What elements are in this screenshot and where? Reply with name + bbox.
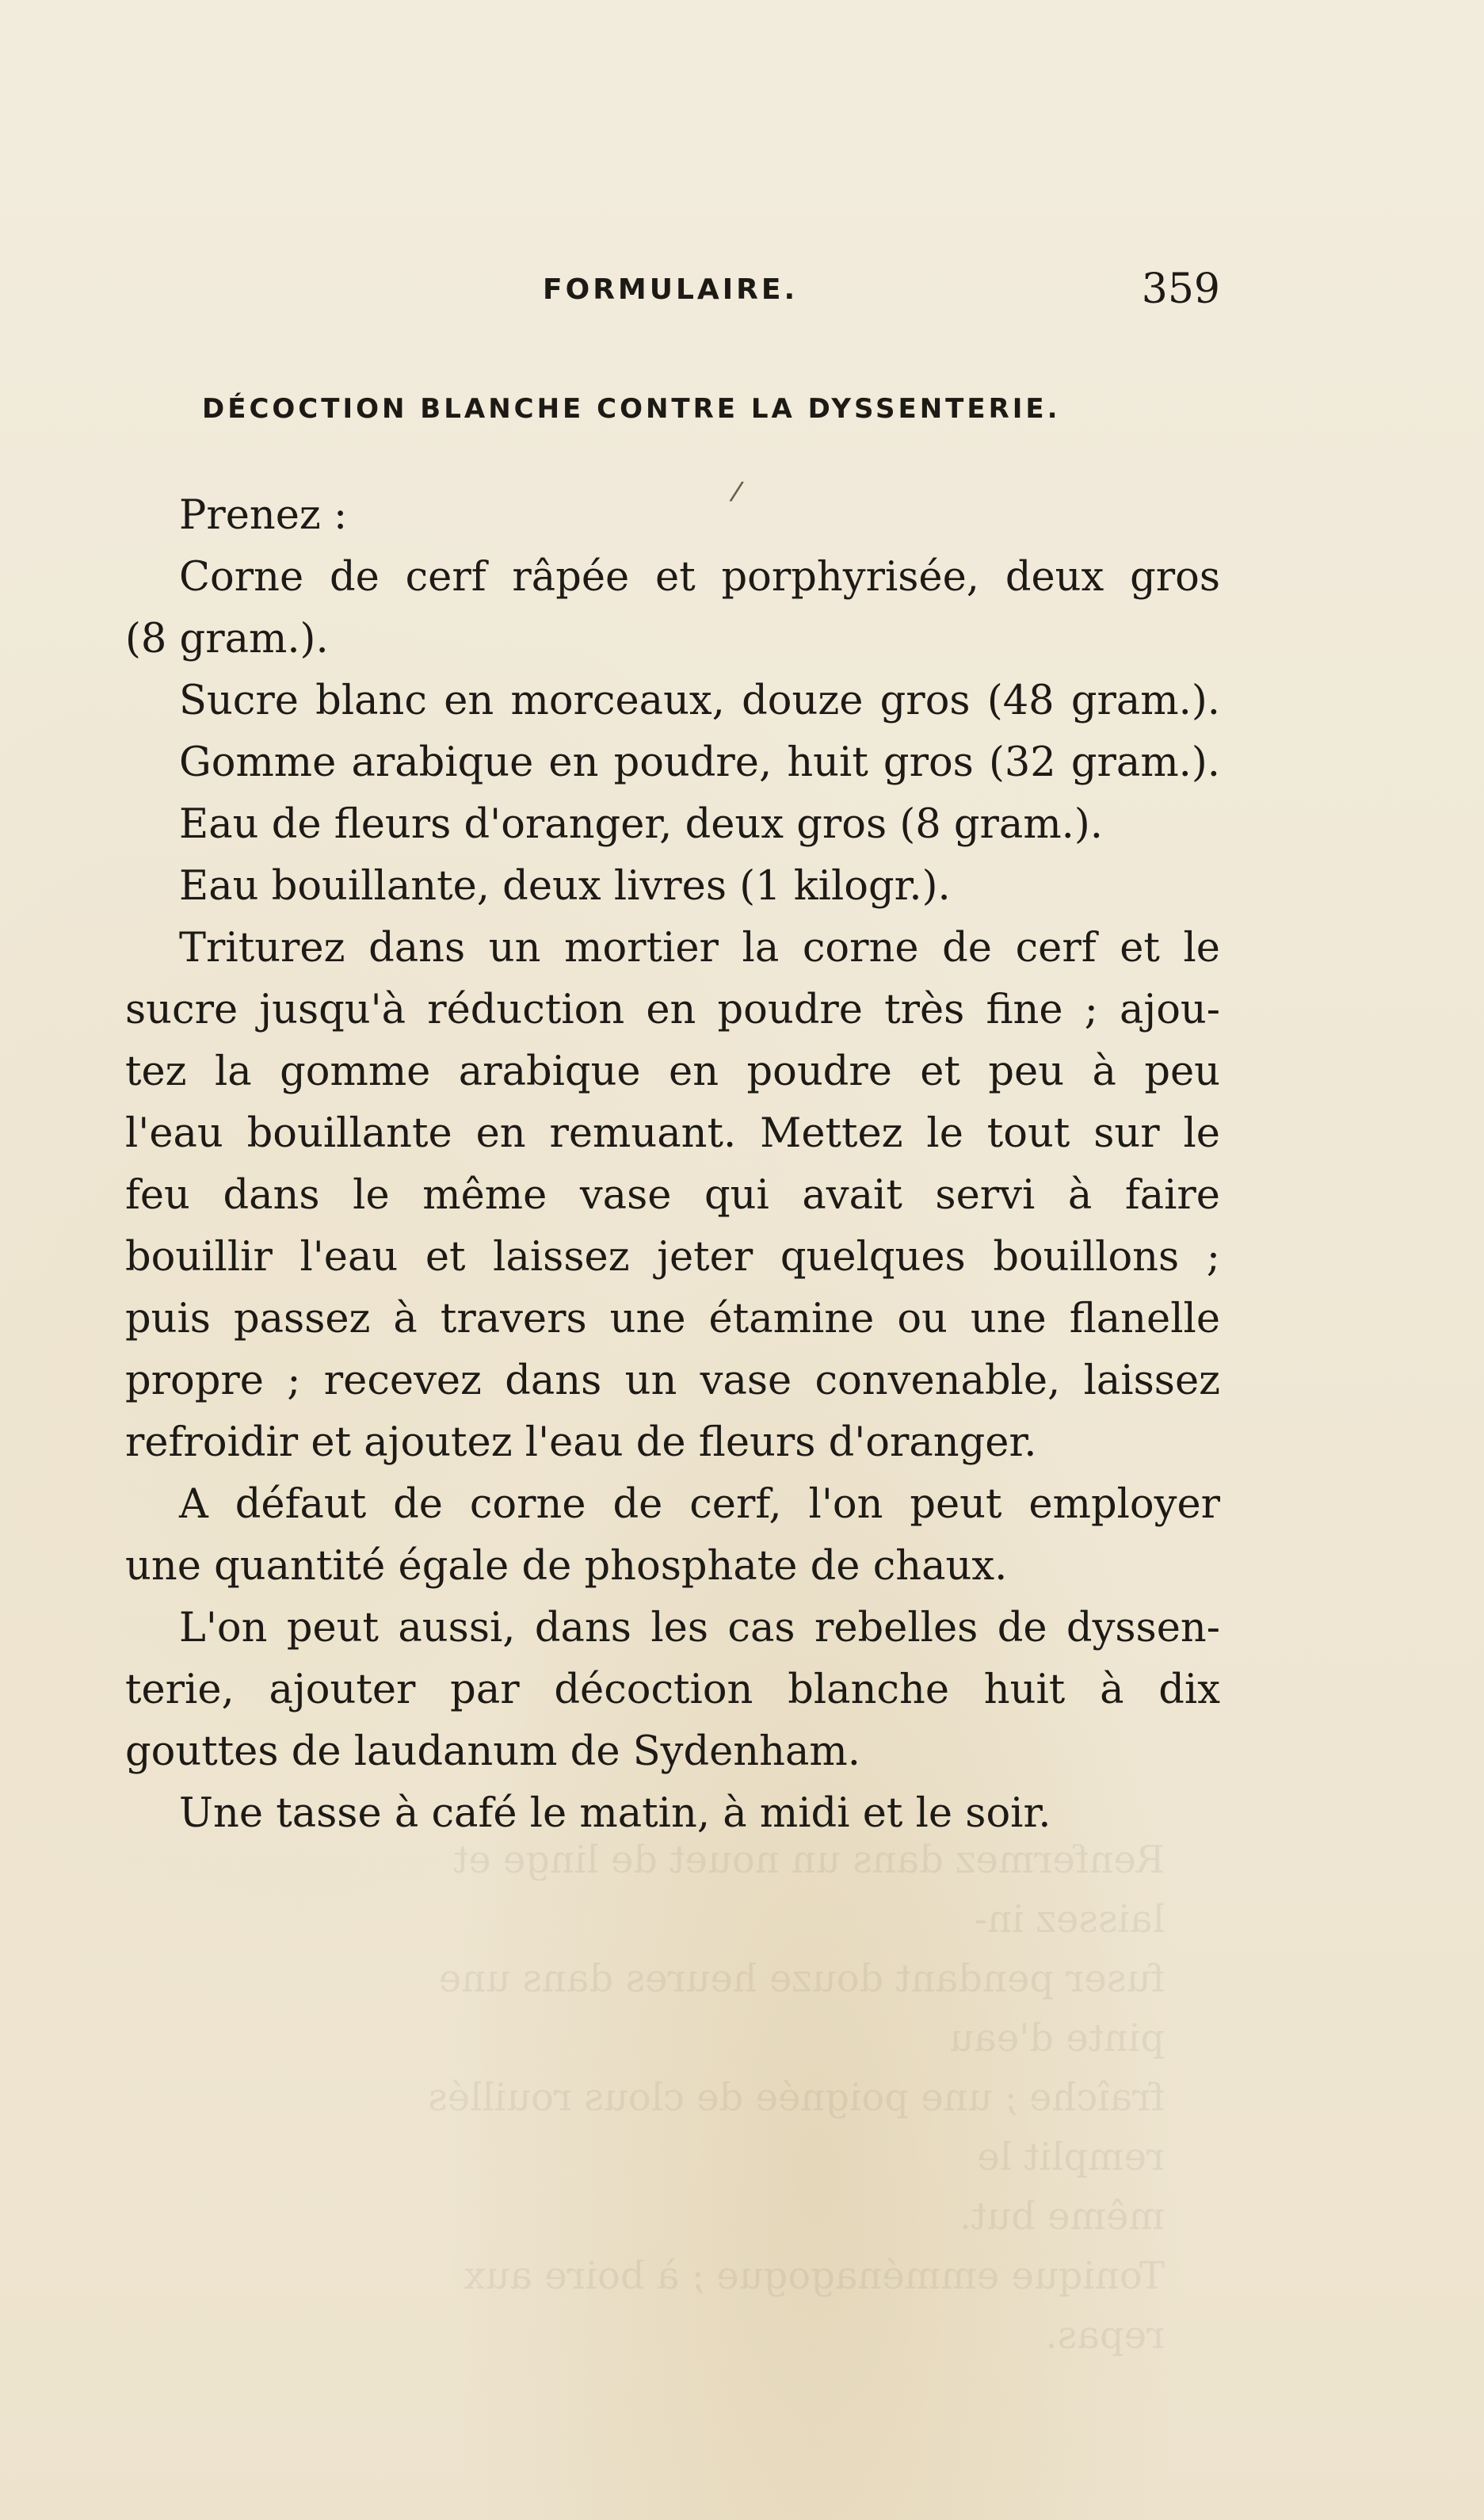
text-line: l'eau bouillante en remuant. Mettez le tout sur le [125,1110,1220,1157]
page-number: 359 [1141,265,1220,313]
text-line: Triturez dans un mortier la corne de cerf et le [179,925,1220,972]
section-title: DÉCOCTION BLANCHE CONTRE LA DYSSENTERIE. [202,393,1061,425]
text-line: A défaut de corne de cerf, l'on peut employer [179,1481,1220,1528]
text-line: sucre jusqu'à réduction en poudre très fine ; ajou- [125,987,1220,1033]
body-text [125,485,1220,1845]
text-line: Eau de fleurs d'oranger, deux gros (8 gram.). [179,801,1104,848]
text-line: bouillir l'eau et laissez jeter quelques bouillons ; [125,1234,1220,1281]
text-line: Eau bouillante, deux livres (1 kilogr.). [179,863,951,910]
text-line: refroidir et ajoutez l'eau de fleurs d'oranger. [125,1419,1037,1466]
text-line: Une tasse à café le matin, à midi et le soir. [179,1790,1051,1837]
text-line: gouttes de laudanum de Sydenham. [125,1728,860,1775]
text-line: terie, ajouter par décoction blanche huit à dix [125,1667,1220,1713]
running-title: FORMULAIRE. [543,273,799,306]
text-line: Prenez : [179,492,348,539]
running-head [119,265,1220,321]
text-line: feu dans le même vase qui avait servi à faire [125,1172,1220,1219]
text-line: L'on peut aussi, dans les cas rebelles de dyssen- [179,1605,1220,1651]
text-line: Corne de cerf râpée et porphyrisée, deux gros [179,554,1220,601]
text-line: (8 gram.). [125,616,329,662]
text-line: une quantité égale de phosphate de chaux. [125,1543,1008,1590]
show-through-text: Renfermez dans un nouet de linge et laissez in- fuser pendant douze heures dans une pinte d'eau fraîche ; une poignée de clous rouillés remplit le même but. Tonique emménagogue ; à boire aux repas. [428,1838,1165,2358]
text-line: puis passez à travers une étamine ou une flanelle [125,1296,1220,1342]
pencil-mark: / [728,475,746,508]
text-line: propre ; recevez dans un vase convenable, laissez [125,1357,1220,1404]
text-line: Sucre blanc en morceaux, douze gros (48 gram.). [179,678,1220,724]
text-line: Gomme arabique en poudre, huit gros (32 gram.). [179,739,1220,786]
text-line: tez la gomme arabique en poudre et peu à peu [125,1048,1220,1095]
